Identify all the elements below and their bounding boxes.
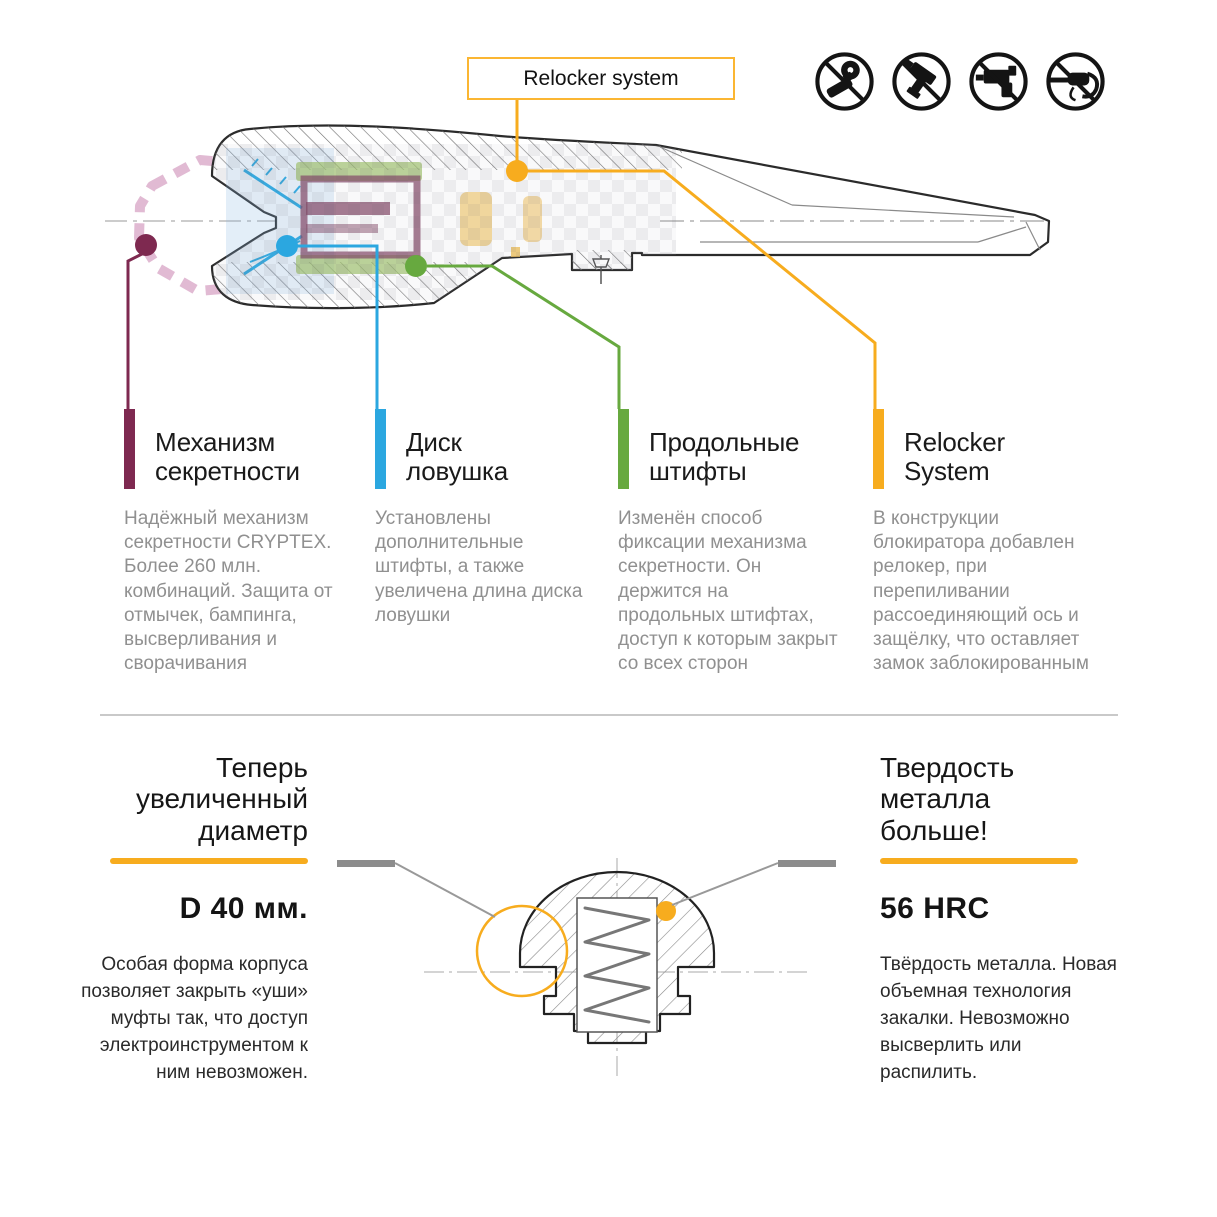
feature-column-mechanism bbox=[124, 428, 338, 676]
blue-callout-dot bbox=[276, 235, 298, 257]
column-title-line1: Диск bbox=[406, 427, 462, 457]
green-callout-dot bbox=[405, 255, 427, 277]
column-title bbox=[155, 428, 338, 485]
diameter-value: D 40 мм. bbox=[179, 892, 308, 926]
column-title-line1: Relocker bbox=[904, 427, 1005, 457]
maroon-callout-dot bbox=[135, 234, 157, 256]
column-title-line1: Механизм bbox=[155, 427, 276, 457]
column-title bbox=[406, 428, 583, 485]
feature-column-relocker bbox=[873, 428, 1095, 676]
yellow-underline bbox=[110, 858, 308, 864]
column-title-line2: секретности bbox=[155, 455, 300, 486]
section-divider bbox=[100, 714, 1118, 716]
column-title-line2: ловушка bbox=[406, 455, 509, 486]
column-title bbox=[649, 428, 838, 485]
no-saber-saw-icon bbox=[1044, 50, 1107, 113]
column-title bbox=[904, 428, 1095, 485]
no-hammer-drill-icon bbox=[967, 50, 1030, 113]
column-title-line2: штифты bbox=[649, 455, 747, 486]
column-body: В конструкции блокиратора добавлен релокер, при перепиливании рассоединяющий ось и защёлку, что оставляет замок заблокированным bbox=[873, 508, 1089, 674]
yellow-underline bbox=[880, 858, 1078, 864]
hardness-spec-block bbox=[880, 752, 1118, 1087]
column-body: Надёжный механизм секретности CRYPTEX. Более 260 млн. комбинаций. Защита от отмычек, бампинга, высверливания и сворачивания bbox=[124, 508, 333, 674]
pixelated-region bbox=[214, 144, 676, 300]
feature-column-longitudinal-pins bbox=[618, 428, 838, 676]
column-title-line2: System bbox=[904, 455, 990, 486]
rivet-cross-section-drawing bbox=[330, 843, 840, 1083]
column-title-line1: Продольные bbox=[649, 427, 800, 457]
relocker-system-label: Relocker system bbox=[523, 66, 679, 90]
column-body: Установлены дополнительные штифты, а также увеличена длина диска ловушки bbox=[375, 508, 583, 626]
hardness-value: 56 HRC bbox=[880, 892, 990, 926]
hardness-heading: Твердость металла больше! bbox=[880, 752, 1015, 846]
diameter-description: Особая форма корпуса позволяет закрыть «уши» муфты так, что доступ электроинструментом к ним невозможен. bbox=[81, 954, 308, 1083]
yellow-callout-dot bbox=[506, 160, 528, 182]
maroon-callout-line bbox=[128, 252, 146, 409]
feature-column-disc-trap bbox=[375, 428, 583, 628]
column-body: Изменён способ фиксации механизма секретности. Он держится на продольных штифтах, доступ к которым закрыт со всех сторон bbox=[618, 508, 838, 674]
no-drill-icon bbox=[890, 50, 953, 113]
prohibition-icons-row bbox=[813, 50, 1107, 113]
no-angle-grinder-icon bbox=[813, 50, 876, 113]
relocker-system-label-box bbox=[467, 57, 735, 100]
hardness-description: Твёрдость металла. Новая объемная технология закалки. Невозможно высверлить или распилить. bbox=[880, 954, 1117, 1083]
diameter-heading: Теперь увеличенный диаметр bbox=[135, 752, 308, 846]
diameter-spec-block bbox=[80, 752, 308, 1087]
